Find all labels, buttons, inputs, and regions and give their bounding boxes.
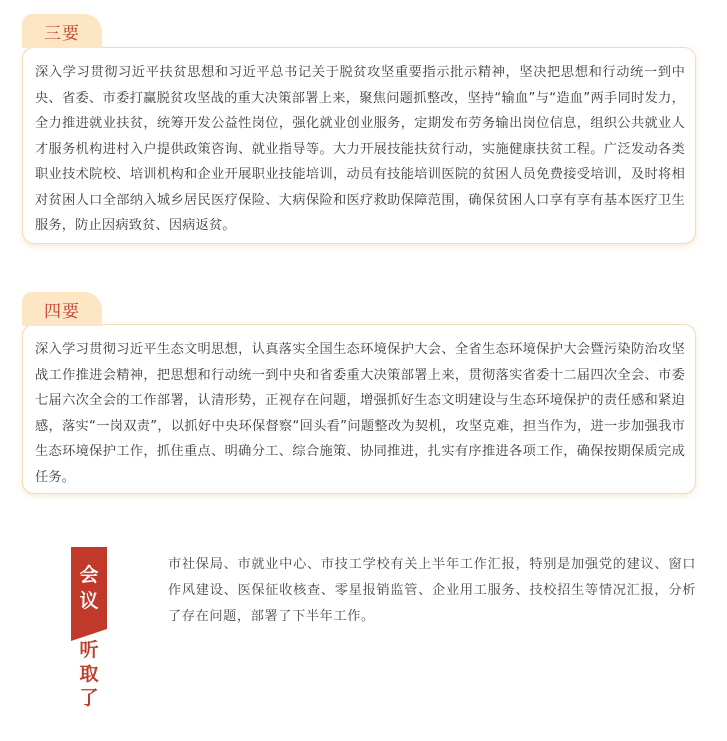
vertical-label-char: 听	[79, 639, 99, 661]
meeting-body-text: 市社保局、市就业中心、市技工学校有关上半年工作汇报，特别是加强党的建议、窗口作风建设、医保征收核查、零星报销监管、企业用工服务、技校招生等情况汇报，分析了存在问题，部署了下半年工作。	[168, 557, 696, 624]
section-body-text: 深入学习贯彻习近平扶贫思想和习近平总书记关于脱贫攻坚重要指示批示精神，坚决把思想和行动统一到中央、省委、市委打赢脱贫攻坚战的重大决策部署上来，聚焦问题抓整改，坚持“输血”与“造血”两手同时发力，全力推进就业扶贫，统筹开发公益性岗位，强化就业创业服务，定期发布劳务输出岗位信息，组织公共就业人才服务机构进村入户提供政策咨询、就业指导等。大力开展技能扶贫行动，实施健康扶贫工程。广泛发动各类职业技术院校、培训机构和企业开展职业技能培训，动员有技能培训医院的贫困人员免费接受培训，及时将相对贫困人口全部纳入城乡居民医疗保险、大病保险和医疗救助保障范围，确保贫困人口享有享有基本医疗卫生服务，防止因病致贫、因病返贫。	[35, 65, 685, 233]
banner-char: 会	[79, 564, 99, 586]
section-san-yao	[22, 14, 698, 246]
vertical-label-char: 了	[79, 687, 99, 709]
section-tab-label: 三要	[22, 14, 102, 48]
section-si-yao	[22, 292, 698, 497]
banner-char: 议	[79, 590, 99, 612]
section-tab-label: 四要	[22, 292, 102, 326]
meeting-vertical-label	[71, 638, 107, 710]
vertical-label-char: 取	[79, 663, 99, 685]
section-card	[22, 324, 696, 494]
section-body-text: 深入学习贯彻习近平生态文明思想，认真落实全国生态环境保护大会、全省生态环境保护大会暨污染防治攻坚战工作推进会精神，把思想和行动统一到中央和省委重大决策部署上来，贯彻落实省委十二届四次全会、市委七届六次全会的工作部署，认清形势，正视存在问题，增强抓好生态文明建设与生态环境保护的责任感和紧迫感，落实“一岗双责”，以抓好中央环保督察“回头看”问题整改为契机，攻坚克难，担当作为，进一步加强我市生态环境保护工作，抓住重点、明确分工、综合施策、协同推进，扎实有序推进各项工作，确保按期保质完成任务。	[35, 342, 685, 485]
meeting-banner	[71, 547, 107, 629]
section-card	[22, 47, 696, 244]
